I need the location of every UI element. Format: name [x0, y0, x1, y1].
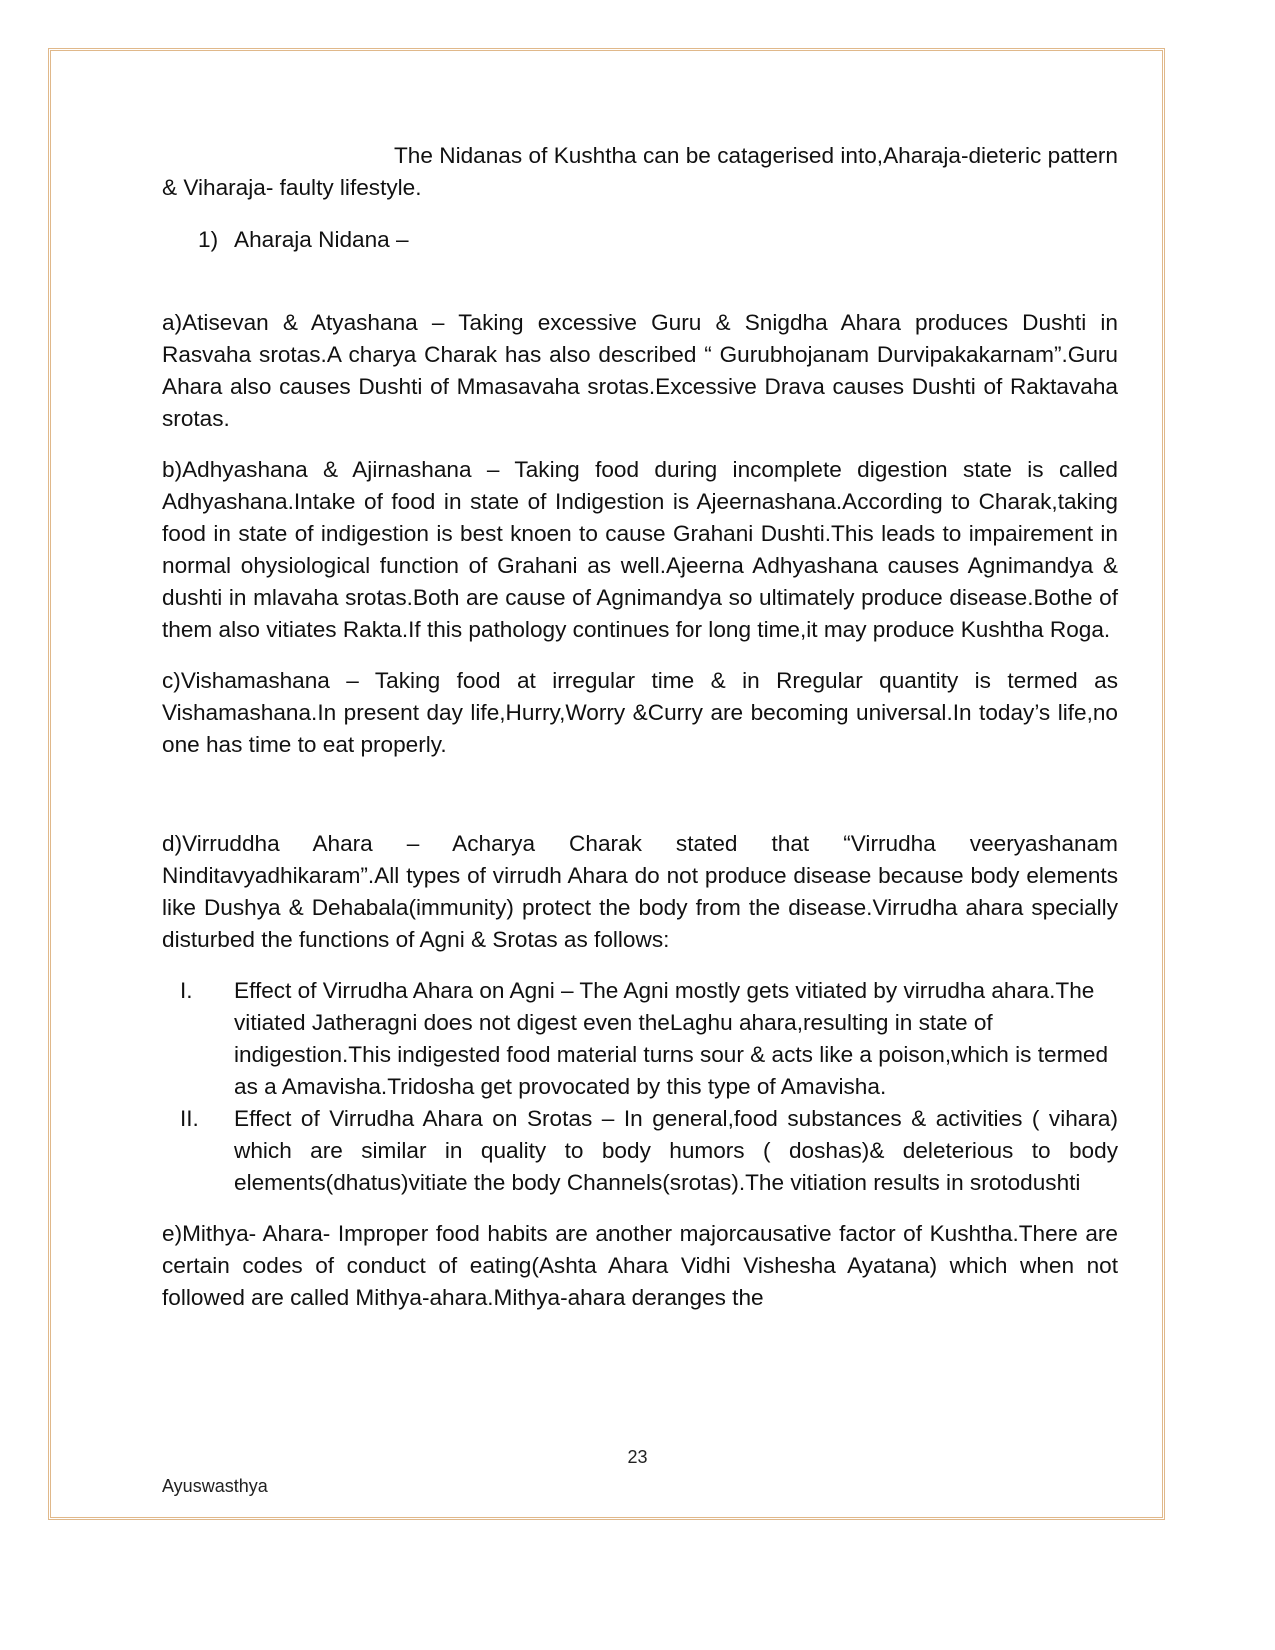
paragraph-virruddha-ahara: d)Virruddha Ahara – Acharya Charak stated that “Virrudha veeryashanam Ninditavyadhikaram”.All types of virrudh Ahara do not produce disease because body elements like Dushya & Dehabala(immunity) protect the body from the disease.Virrudha ahara specially disturbed the functions of Agni & Srotas as follows:	[162, 831, 1118, 952]
page-number: 23	[627, 1447, 648, 1467]
list-item-number: I.	[180, 978, 193, 1003]
roman-numeral-list	[162, 975, 1118, 1199]
paragraph-adhyashana: b)Adhyashana & Ajirnashana – Taking food during incomplete digestion state is called Adhyashana.Intake of food in state of Indigestion is Ajeernashana.According to Charak,taking food in state of indigestion is best knoen to cause Grahani Dushti.This leads to impairement in normal ohysiological function of Grahani as well.Ajeerna Adhyashana causes Agnimandya & dushti in mlavaha srotas.Both are cause of Agnimandya so ultimately produce disease.Bothe of them also vitiates Rakta.If this pathology continues for long time,it may produce Kushtha Roga.	[162, 457, 1118, 642]
paragraph-atisevan: a)Atisevan & Atyashana – Taking excessive Guru & Snigdha Ahara produces Dushti in Rasvaha srotas.A charya Charak has also described “ Gurubhojanam Durvipakakarnam”.Guru Ahara also causes Dushti of Mmasavaha srotas.Excessive Drava causes Dushti of Raktavaha srotas.	[162, 310, 1118, 431]
heading-number: 1)	[198, 227, 219, 252]
list-item	[162, 1103, 1118, 1199]
document-body	[162, 140, 1118, 1333]
paragraph-mithya-ahara: e)Mithya- Ahara- Improper food habits are another majorcausative factor of Kushtha.There are certain codes of conduct of eating(Ashta Ahara Vidhi Vishesha Ayatana) which when not followed are called Mithya-ahara.Mithya-ahara deranges the	[162, 1221, 1118, 1310]
list-item-text: Effect of Virrudha Ahara on Agni – The Agni mostly gets vitiated by virrudha ahara.The vitiated Jatheragni does not digest even theLaghu ahara,resulting in state of indigestion.This indigested food material turns sour & acts like a poison,which is termed as a Amavisha.Tridosha get provocated by this type of Amavisha.	[234, 978, 1109, 1099]
list-item-number: II.	[180, 1106, 199, 1131]
heading-text: Aharaja Nidana –	[234, 227, 409, 252]
footer-journal-name: Ayuswasthya	[162, 1476, 268, 1496]
list-item-text: Effect of Virrudha Ahara on Srotas – In general,food substances & activities ( vihara) which are similar in quality to body humors ( doshas)& deleterious to body elements(dhatus)vitiate the body Channels(srotas).The vitiation results in srotodushti	[234, 1106, 1118, 1195]
section-heading-aharaja-nidana	[198, 224, 1118, 256]
paragraph-vishamashana: c)Vishamashana – Taking food at irregular time & in Rregular quantity is termed as Vishamashana.In present day life,Hurry,Worry &Curry are becoming universal.In today’s life,no one has time to eat properly.	[162, 668, 1118, 757]
intro-paragraph: The Nidanas of Kushtha can be catagerised into,Aharaja-dieteric pattern & Viharaja- faulty lifestyle.	[162, 143, 1118, 200]
list-item	[162, 975, 1118, 1103]
